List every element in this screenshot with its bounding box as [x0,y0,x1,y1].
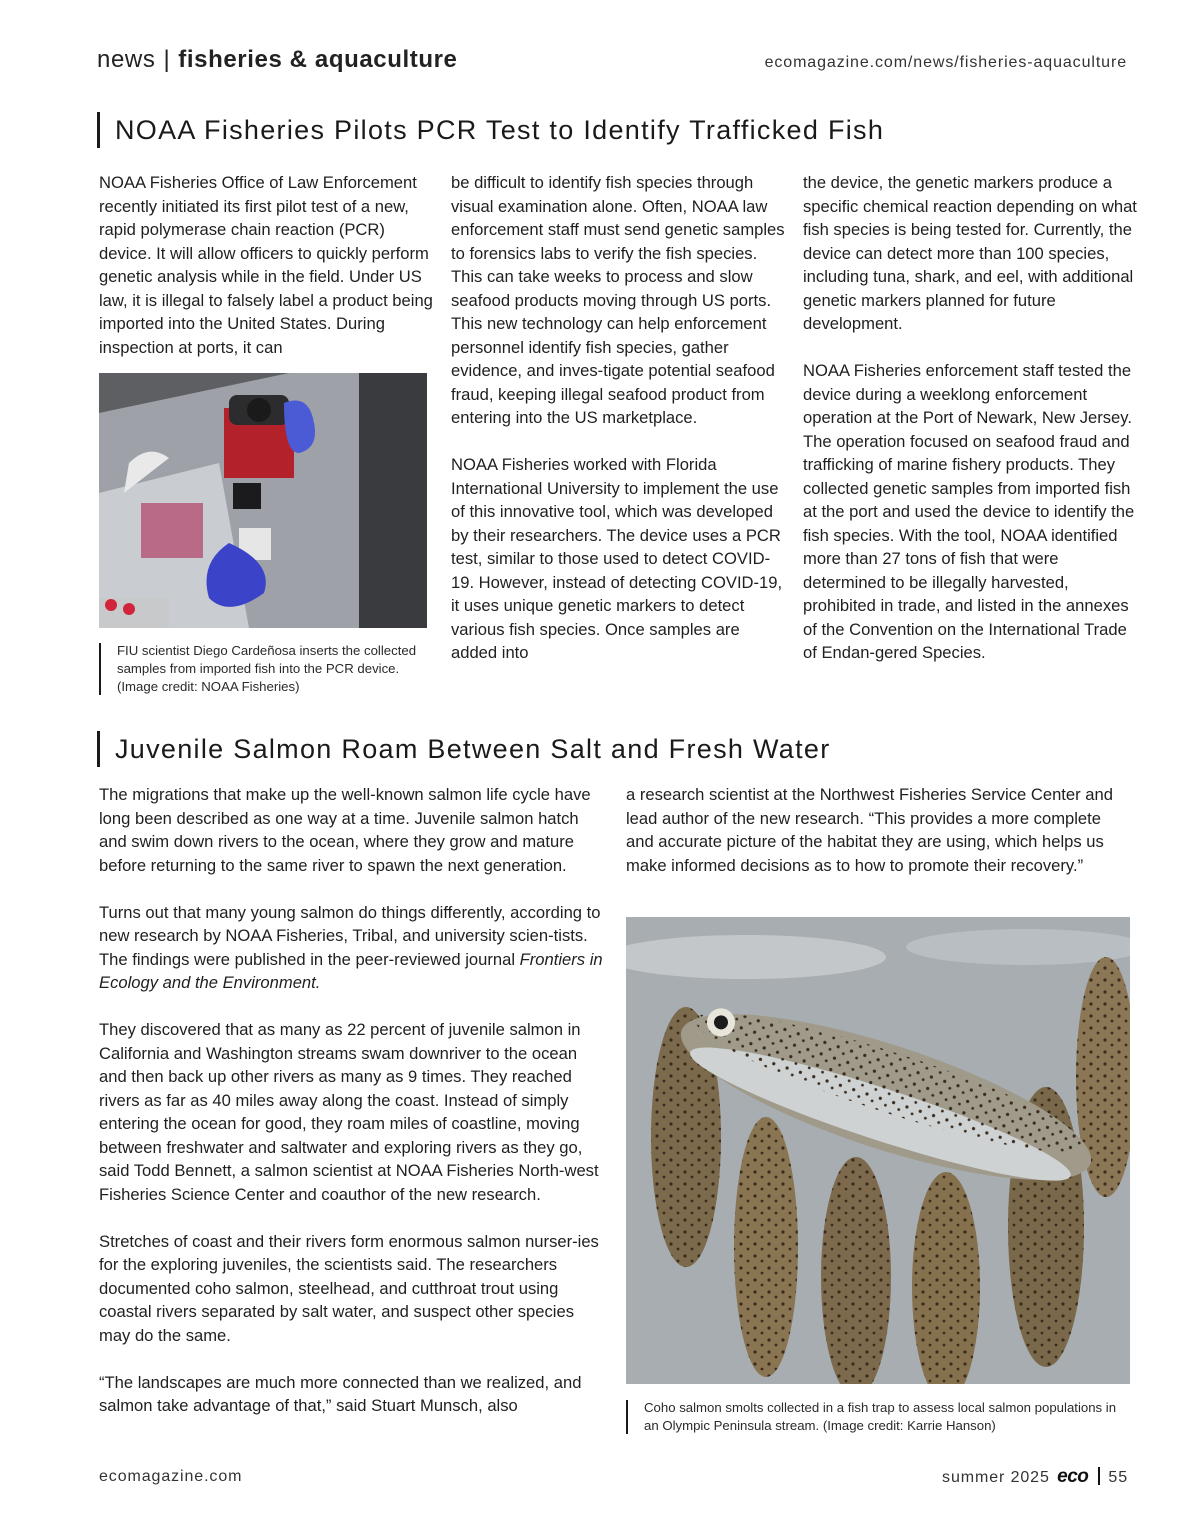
article-2-column-1 [99,783,605,1418]
paragraph: NOAA Fisheries worked with Florida International University to implement the use of this innovative tool, which was developed by their researchers. The device uses a PCR test, similar to those used to detect COVID-19. However, instead of detecting COVID-19, it uses unique genetic markers to detect various fish species. Once samples are added into [451,455,783,662]
paragraph: The migrations that make up the well-known salmon life cycle have long been described as one way at a time. Juvenile salmon hatch and swim down rivers to the ocean, where they grow and mature before returning to the same river to spawn the next generation. [99,785,591,875]
footer-site: ecomagazine.com [99,1468,243,1485]
salmon-photo-caption: Coho salmon smolts collected in a fish trap to assess local salmon populations in an Olympic Peninsula stream. (Image credit: Karrie Hanson) [626,1399,1134,1435]
section-header [97,46,458,74]
pcr-photo-caption: FIU scientist Diego Cardeñosa inserts the collected samples from imported fish into the PCR device. (Image credit: NOAA Fisheries) [99,642,433,696]
page-number: 55 [1108,1469,1128,1486]
paragraph: NOAA Fisheries Office of Law Enforcement recently initiated its first pilot test of a new, rapid polymerase chain reaction (PCR) device. It will allow officers to quickly perform genetic analysis while in the field. Under US law, it is illegal to falsely label a product being imported into the United States. During inspection at ports, it can [99,173,433,357]
eco-logo: eco [1057,1466,1089,1487]
subsection-label: fisheries & aquaculture [178,46,458,73]
paragraph: the device, the genetic markers produce a specific chemical reaction depending on what fish species is being tested for. Currently, the device can detect more than 100 species, including tuna, shark, and eel, with additional genetic markers planned for future development. [803,173,1137,333]
paragraph: They discovered that as many as 22 percent of juvenile salmon in California and Washington streams swam downriver to the ocean and then back up other rivers as many as 9 times. They reached rivers as far as 40 miles away along the coast. Instead of simply entering the ocean for good, they roam miles of coastline, moving between freshwater and saltwater and exploring rivers as they go, said Todd Bennett, a salmon scientist at NOAA Fisheries North-west Fisheries Science Center and coauthor of the new research. [99,1020,599,1204]
article-2-column-2 [626,783,1130,877]
journal-title: Frontiers in Ecology and the Environment. [99,949,603,992]
paragraph: a research scientist at the Northwest Fisheries Service Center and lead author of the new research. “This provides a more complete and accurate picture of the habitat they are using, which helps us make informed decisions as to how to promote their recovery.” [626,785,1113,875]
paragraph: NOAA Fisheries enforcement staff tested the device during a weeklong enforcement operation at the Port of Newark, New Jersey. The operation focused on seafood fraud and trafficking of marine fishery products. They collected genetic samples from imported fish at the port and used the device to identify the fish species. With the tool, NOAA identified more than 27 tons of fish that were determined to be illegally harvested, prohibited in trade, and listed in the annexes of the Convention on the International Trade of Endan-gered Species. [803,361,1135,662]
issue-label: summer 2025 [942,1469,1050,1486]
footer-divider [1098,1467,1100,1485]
pcr-device-photo [99,373,427,628]
paragraph: be difficult to identify fish species through visual examination alone. Often, NOAA law enforcement staff must send genetic samples to forensics labs to verify the fish species. This can take weeks to process and slow seafood products moving through US ports. This new technology can help enforcement personnel identify fish species, gather evidence, and inves-tigate potential seafood fraud, keeping illegal seafood product from entering into the US marketplace. [451,173,785,427]
header-url: ecomagazine.com/news/fisheries-aquaculture [764,54,1127,71]
paragraph [99,901,605,995]
article-1-column-2 [451,171,786,665]
footer-issue-info [942,1466,1128,1488]
article-1-column-3 [803,171,1138,665]
section-label: news [97,46,156,73]
salmon-smolts-photo [626,917,1130,1384]
article-1-column-1 [99,171,434,359]
header-separator: | [163,46,171,73]
paragraph: “The landscapes are much more connected than we realized, and salmon take advantage of that,” said Stuart Munsch, also [99,1372,582,1415]
article-1-headline: NOAA Fisheries Pilots PCR Test to Identify Trafficked Fish [97,112,884,148]
paragraph-text: Turns out that many young salmon do things differently, according to new research by NOAA Fisheries, Tribal, and university scien-tists. The findings were published in the peer-reviewed journal [99,902,601,969]
paragraph: Stretches of coast and their rivers form enormous salmon nurser-ies for the exploring juveniles, the scientists said. The researchers documented coho salmon, steelhead, and cutthroat trout using coastal rivers separated by salt water, and suspect other species may do the same. [99,1231,599,1345]
article-2-headline: Juvenile Salmon Roam Between Salt and Fresh Water [97,731,831,767]
